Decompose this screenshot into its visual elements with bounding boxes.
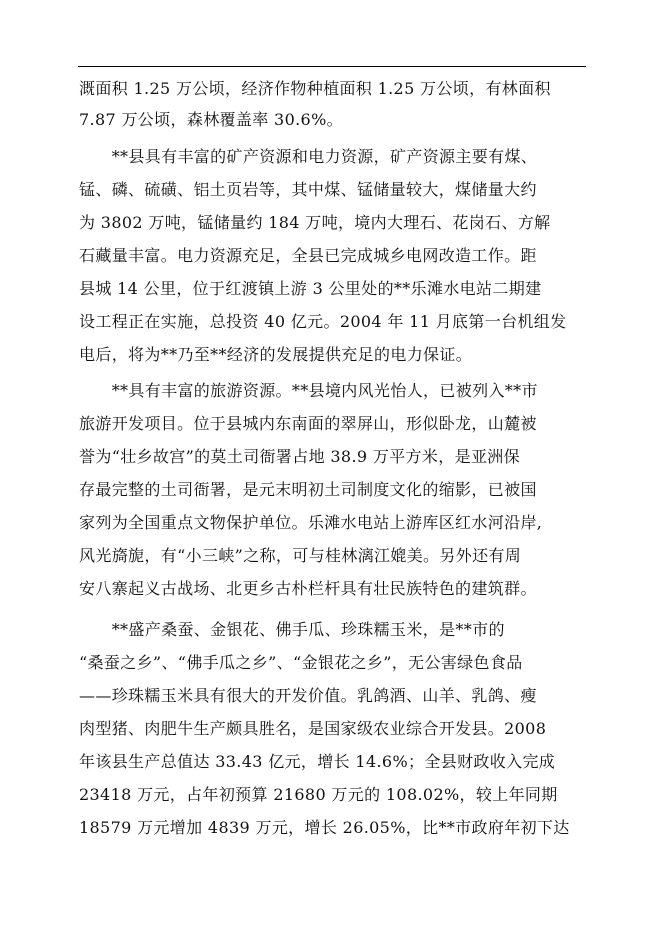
- text-line: 7.87 万公顷，森林覆盖率 30.6%。: [79, 110, 343, 129]
- text-line: 电后，将为**乃至**经济的发展提供充足的电力保证。: [79, 345, 473, 364]
- text-line: 安八寨起义古战场、北更乡古朴栏杆具有壮民族特色的建筑群。: [79, 579, 537, 598]
- text-line: **具有丰富的旅游资源。**县境内风光怡人，已被列入**市: [79, 381, 538, 400]
- text-line: 石藏量丰富。电力资源充足，全县已完成城乡电网改造工作。距: [79, 246, 537, 265]
- text-line: 为 3802 万吨，锰储量约 184 万吨，境内大理石、花岗石、方解: [79, 213, 551, 232]
- text-line: 锰、磷、硫磺、铝土页岩等，其中煤、锰储量较大，煤储量大约: [79, 180, 537, 199]
- text-line: 风光旖旎，有“小三峡”之称，可与桂林漓江媲美。另外还有周: [79, 546, 522, 565]
- text-line: 年该县生产总值达 33.43 亿元，增长 14.6%；全县财政收入完成: [79, 752, 556, 771]
- text-line: 23418 万元，占年初预算 21680 万元的 108.02%，较上年同期: [79, 785, 558, 804]
- header-rule: [78, 66, 586, 67]
- text-line: **县具有丰富的矿产资源和电力资源，矿产资源主要有煤、: [79, 147, 538, 166]
- text-line: ——珍珠糯玉米具有很大的开发价值。乳鸽酒、山羊、乳鸽、瘦: [79, 686, 537, 705]
- text-line: 溉面积 1.25 万公顷，经济作物种植面积 1.25 万公顷，有林面积: [79, 79, 551, 98]
- text-line: 旅游开发项目。位于县城内东南面的翠屏山，形似卧龙，山麓被: [79, 414, 537, 433]
- text-line: 18579 万元增加 4839 万元，增长 26.05%，比**市政府年初下达: [79, 818, 570, 837]
- text-line: 设工程正在实施，总投资 40 亿元。2004 年 11 月底第一台机组发: [79, 312, 567, 331]
- text-line: 存最完整的土司衙署，是元末明初土司制度文化的缩影，已被国: [79, 480, 537, 499]
- text-line: 县城 14 公里，位于红渡镇上游 3 公里处的**乐滩水电站二期建: [79, 279, 542, 298]
- text-line: “桑蚕之乡”、“佛手瓜之乡”、“金银花之乡”，无公害绿色食品: [79, 653, 523, 672]
- text-line: 家列为全国重点文物保护单位。乐滩水电站上游库区红水河沿岸,: [79, 513, 543, 532]
- text-line: 肉型猪、肉肥牛生产颇具胜名，是国家级农业综合开发县。2008: [79, 719, 547, 738]
- text-line: **盛产桑蚕、金银花、佛手瓜、珍珠糯玉米，是**市的: [79, 620, 505, 639]
- text-line: 誉为“壮乡故宫”的莫土司衙署占地 38.9 万平方米，是亚洲保: [79, 447, 521, 466]
